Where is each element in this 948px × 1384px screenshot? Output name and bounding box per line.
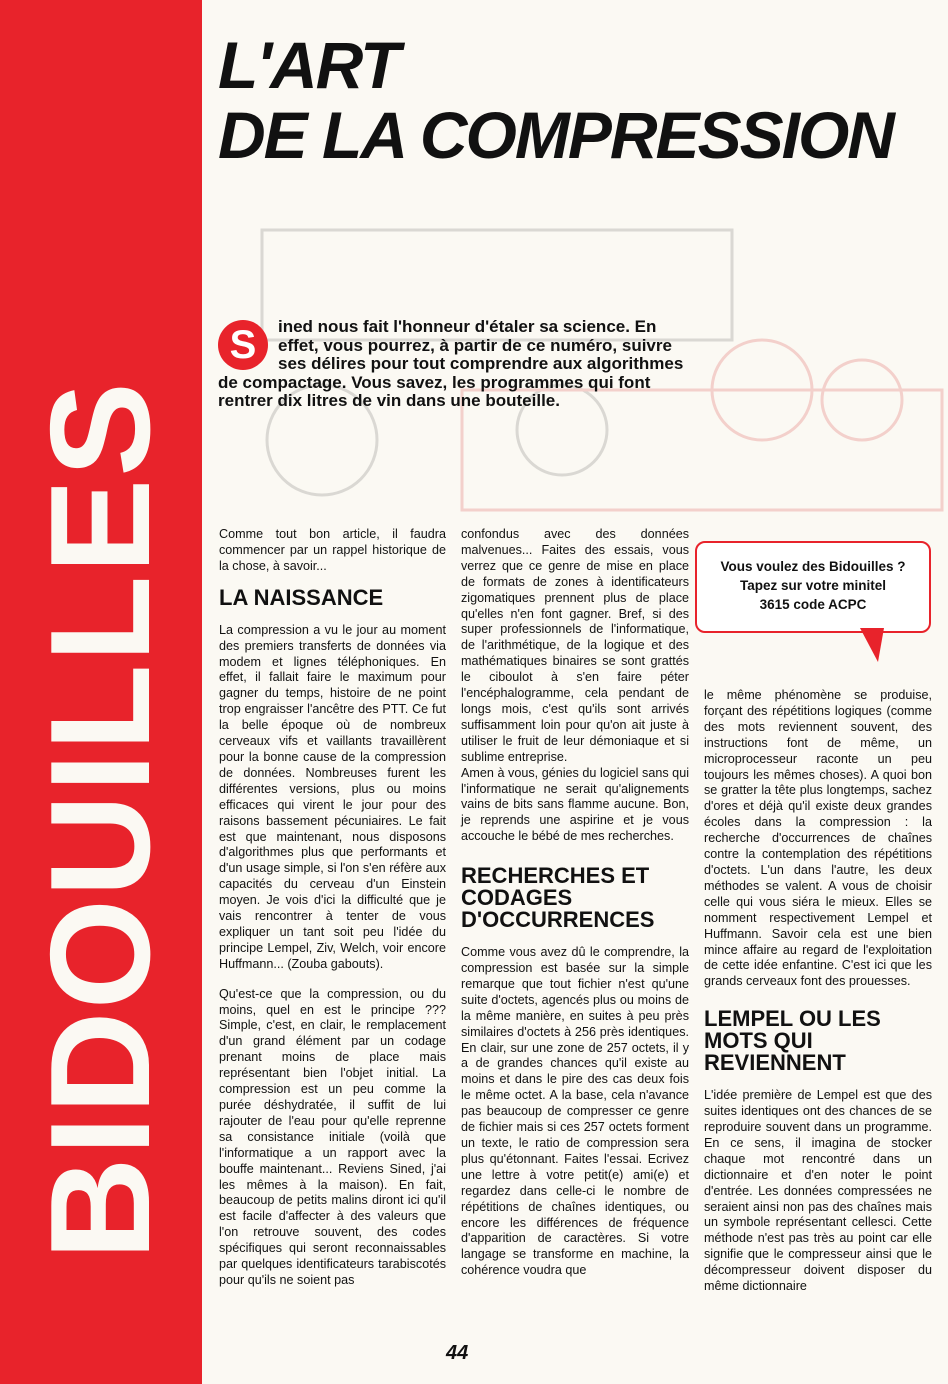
section-title-vertical: BIDOUILLES bbox=[21, 380, 180, 1260]
callout-line-1: Vous voulez des Bidouilles ? bbox=[720, 559, 906, 574]
intro-paragraph bbox=[218, 318, 690, 411]
title-line-1: L'ART bbox=[218, 28, 399, 102]
callout-tail bbox=[860, 628, 884, 662]
callout-line-3: 3615 code ACPC bbox=[759, 597, 867, 612]
minitel-callout-box bbox=[695, 541, 931, 633]
page-number: 44 bbox=[446, 1342, 469, 1364]
column-2 bbox=[461, 527, 689, 1279]
paragraph: le même phénomène se produise, forçant des répétitions logiques (comme des mots reviennent souvent, des instructions font de même, un microprocesseur raconte un peu toujours les mêmes choses). A quoi bon se gratter la tête plus longtemps, sachez d'ores et déjà qu'il existe deux grandes écoles dans la compression : la recherche d'occurrences de chaînes contre la contemplation des répétitions d'octets. L'un dans l'autre, les deux méthodes se valent. A vous de choisir celle qui vous siéra le mieux. Elles se nomment respectivement Lempel et Huffmann. Savoir cela est une bien mince affaire au regard de l'exploitation de cette idée enfantine. C'est ici que les grands cerveaux font des prouesses. bbox=[704, 688, 932, 989]
paragraph: Qu'est-ce que la compression, ou du moins, quel en est le principe ??? Simple, c'est, en clair, le remplacement d'un grand élément par un codage prenant moins de place mais représentant bien l'objet initial. La compression est un peu comme la purée déshydratée, il suffit de lui rajouter de l'eau pour qu'elle reprenne sa consistance initiale (voilà que l'informatique a un rapport avec la bouffe maintenant... Reviens Sined, j'ai les mêmes à la maison). En fait, beaucoup de petits malins diront ici qu'il est facile d'affecter à des valeurs que l'on retrouve souvent, des codes spécifiques qui seront reconnaissables par quelques identificateurs tarabiscotés pour qu'ils ne soient pas bbox=[219, 986, 446, 1287]
article-title bbox=[218, 30, 893, 170]
drop-cap: S bbox=[218, 320, 268, 370]
section-heading-naissance: LA NAISSANCE bbox=[219, 584, 384, 610]
column-3 bbox=[704, 688, 932, 1295]
callout-line-2: Tapez sur votre minitel bbox=[739, 578, 887, 593]
title-line-2: DE LA COMPRESSION bbox=[218, 98, 893, 172]
paragraph: confondus avec des données malvenues... Faites des essais, vous verrez que ce genre de mise en place de formats de zones à identificateurs zigomatiques prennent plus de place qu'elles n'en font gagner. Bref, si des super professionnels de l'informatique, de l'arithmétique, de la logique et des mathématiques binaires se sont grattés le ciboulot à s'en faire péter l'encéphalogramme, cela pendant de longs mois, c'est qu'ils sont arrivés suffisamment loin pour qu'on ait juste à utiliser le fruit de leur démoniaque et si sublime entreprise. bbox=[461, 527, 689, 764]
intro-text: ined nous fait l'honneur d'étaler sa science. En effet, vous pourrez, à partir de ce numéro, suivre ses délires pour tout comprendre aux algorithmes de compactage. Vous savez, les programmes qui font rentrer dix litres de vin dans une bouteille. bbox=[218, 317, 684, 411]
section-heading-recherches: RECHERCHES ET CODAGES D'OCCURRENCES bbox=[461, 863, 655, 933]
section-heading-lempel: LEMPEL OU LES MOTS QUI REVIENNENT bbox=[704, 1006, 881, 1076]
paragraph: Comme tout bon article, il faudra commencer par un rappel historique de la chose, à savoir... bbox=[219, 527, 446, 573]
sidebar-band bbox=[0, 0, 202, 1384]
paragraph: Comme vous avez dû le comprendre, la compression est basée sur la simple remarque que tout fichier n'est qu'une suite d'octets, agencés plus ou moins de la même manière, en suites à peu près similaires d'octets à 256 près identiques. En clair, sur une zone de 257 octets, il y a de grandes chances qu'il existe au moins et dans le pire des cas deux fois le même octet. A la base, cela n'avance pas beaucoup de compresser ce genre de fichier mais si ces 257 octets forment un texte, le ratio de compression sera plus qu'étonnant. Faites l'essai. Ecrivez une lettre à votre petit(e) ami(e) et regardez dans celle-ci le nombre de répétitions de chaînes identiques, ou encore les différences de fréquence d'apparition de caractères. Si votre langage se transforme en machine, la cohérence voudra que bbox=[461, 945, 689, 1278]
paragraph: Amen à vous, génies du logiciel sans qui l'informatique ne serait qu'alignements vains de bits sans flamme aucune. Bon, je reprends une aspirine et je vous accouche le bébé de mes recherches. bbox=[461, 765, 689, 844]
paragraph: La compression a vu le jour au moment des premiers transferts de données via modem et lignes téléphoniques. En effet, il fallait faire le maximum pour gagner du temps, histoire de ne point trop engraisser l'ancêtre des PTT. Ce fut la belle époque où de nombreux cerveaux vifs et vaillants travaillèrent pour la bonne cause de la compression de données. Nombreuses furent les différentes versions, plus ou moins efficaces qui virent le jour pour des raisons bassement pécuniaires. Le fait est que maintenant, nous disposons d'algorithmes plus que performants et d'un usage simple, si l'on s'en réfère aux capacités du cerveau d'un Einstein moyen. Je vois d'ici la difficulté que je vais rencontrer à tenter de vous expliquer un tant soit peu l'idée du principe Lempel, Ziv, Welch, voir encore Huffmann... (Zouba gabouts). bbox=[219, 622, 446, 971]
column-1 bbox=[219, 527, 446, 1289]
paragraph: L'idée première de Lempel est que des suites identiques ont des chances de se reproduire souvent dans un programme. En ce sens, il imagina de stocker chaque mot rencontré dans un dictionnaire et d'en noter le point d'entrée. Les données compressées ne seraient ainsi non pas des chaînes mais un symbole représentant cellesci. Cette méthode n'est pas très au point car elle signifie que le compresseur ainsi que le décompresseur doivent disposer du même dictionnaire bbox=[704, 1088, 932, 1294]
